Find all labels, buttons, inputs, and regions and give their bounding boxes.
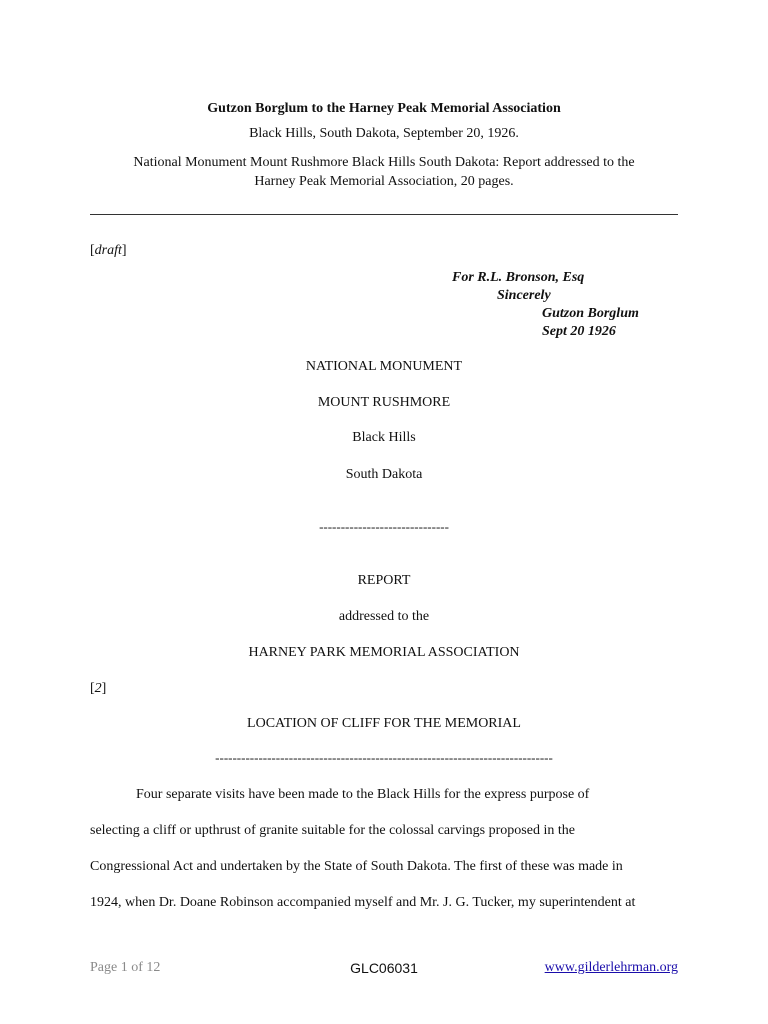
heading-report: REPORT bbox=[357, 573, 411, 588]
document-title: Gutzon Borglum to the Harney Peak Memorial Association bbox=[207, 101, 561, 116]
heading-addressed-to: addressed to the bbox=[338, 609, 430, 624]
signature-line-4: Sept 20 1926 bbox=[542, 324, 616, 339]
page-marker bbox=[90, 681, 106, 697]
description-line-2: Harney Peak Memorial Association, 20 pages. bbox=[254, 174, 514, 189]
heading-association: HARNEY PARK MEMORIAL ASSOCIATION bbox=[248, 645, 520, 660]
draft-close-bracket: ] bbox=[121, 243, 127, 258]
body-line-1: Four separate visits have been made to the Black Hills for the express purpose of bbox=[136, 787, 590, 802]
page-marker-open: [ bbox=[90, 681, 95, 696]
signature-line-1: For R.L. Bronson, Esq bbox=[452, 270, 585, 285]
signature-line-3: Gutzon Borglum bbox=[542, 306, 639, 321]
description-line-1: National Monument Mount Rushmore Black Hills South Dakota: Report addressed to the bbox=[133, 155, 635, 170]
horizontal-rule bbox=[90, 214, 678, 215]
page-marker-number: 2 bbox=[94, 681, 102, 696]
dash-divider-1: ------------------------------ bbox=[319, 519, 449, 534]
dash-divider-2: ------------------------------------------------------------------------------ bbox=[215, 750, 553, 765]
draft-marker bbox=[90, 243, 127, 259]
draft-open-bracket: [ bbox=[90, 243, 95, 258]
footer-document-id: GLC06031 bbox=[350, 960, 418, 976]
footer-website-link[interactable]: www.gilderlehrman.org bbox=[544, 960, 678, 975]
signature-line-2: Sincerely bbox=[497, 288, 551, 303]
heading-national-monument: NATIONAL MONUMENT bbox=[305, 359, 463, 374]
footer-page-number: Page 1 of 12 bbox=[90, 960, 161, 975]
body-line-2: selecting a cliff or upthrust of granite suitable for the colossal carvings proposed in the bbox=[90, 823, 575, 838]
place-date: Black Hills, South Dakota, September 20, 1926. bbox=[249, 126, 519, 141]
draft-word: draft bbox=[94, 243, 122, 258]
heading-black-hills: Black Hills bbox=[352, 430, 416, 445]
heading-location-of-cliff: LOCATION OF CLIFF FOR THE MEMORIAL bbox=[247, 716, 521, 731]
document-description bbox=[0, 153, 768, 191]
heading-mount-rushmore: MOUNT RUSHMORE bbox=[317, 395, 451, 410]
page-marker-close: ] bbox=[101, 681, 107, 696]
body-line-3: Congressional Act and undertaken by the State of South Dakota. The first of these was made in bbox=[90, 859, 623, 874]
body-line-4: 1924, when Dr. Doane Robinson accompanied myself and Mr. J. G. Tucker, my superintendent at bbox=[90, 895, 636, 910]
heading-south-dakota: South Dakota bbox=[345, 467, 423, 482]
